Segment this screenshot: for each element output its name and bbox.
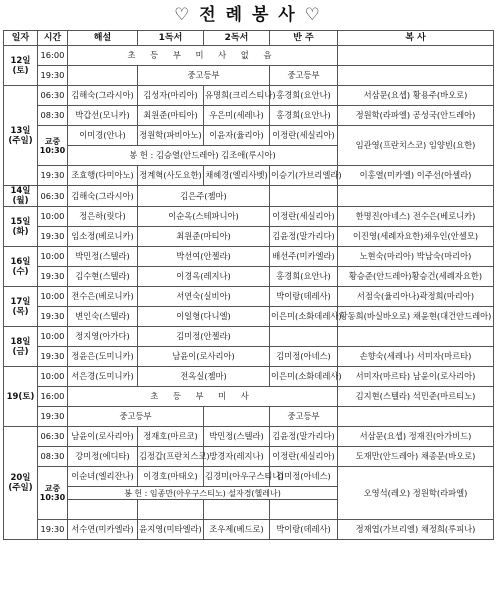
date-cell: 20일 (주일) xyxy=(4,427,38,540)
table-row xyxy=(4,287,494,307)
table-cell: 조우제(베드로) xyxy=(204,520,270,540)
table-cell: 서은경(도미니카) xyxy=(68,367,138,387)
table-cell: 박선여(안젤라) xyxy=(138,247,270,267)
table-cell: 19:30 xyxy=(38,267,68,287)
table-cell: 김윤정(말가리다) xyxy=(270,427,338,447)
table-cell: 조효행(다미아노) xyxy=(68,166,138,186)
time-cell: 10:00 xyxy=(38,207,68,227)
table-cell: 김지현(스텔라) 석민준(마르티노) xyxy=(338,387,494,407)
table-cell: 윤지영(미타엘라) xyxy=(138,520,204,540)
header-accompaniment: 반 주 xyxy=(270,31,338,46)
table-row xyxy=(4,387,494,407)
table-cell: 김수현(스텔라) xyxy=(68,267,138,287)
table-cell: 김해숙(그라시아) xyxy=(68,86,138,106)
date-cell: 12일 (토) xyxy=(4,46,38,86)
table-cell: 임소정(베로니카) xyxy=(68,227,138,247)
table-cell: 정계혁(사도요한) xyxy=(138,166,204,186)
table-cell: 홍경희(요안나) xyxy=(270,106,338,126)
table-cell: 최원준(마티아) xyxy=(138,227,270,247)
table-cell: 08:30 xyxy=(38,106,68,126)
table-row xyxy=(4,347,494,367)
table-cell: 이홍열(미카엘) 이주선(아셀라) xyxy=(338,166,494,186)
table-cell: 08:30 xyxy=(38,447,68,467)
table-cell xyxy=(270,186,338,207)
table-cell: 김은주(젬마) xyxy=(138,186,270,207)
table-cell: 전수은(베로니카) xyxy=(68,287,138,307)
header-time: 시간 xyxy=(38,31,68,46)
table-row xyxy=(4,407,494,427)
table-row xyxy=(4,166,494,186)
table-row xyxy=(4,126,494,146)
table-cell xyxy=(338,46,494,66)
table-cell: 박민정(스텔라) xyxy=(204,427,270,447)
date-cell: 15일 (화) xyxy=(4,207,38,247)
table-cell: 우은미(세레나) xyxy=(204,106,270,126)
table-cell xyxy=(338,186,494,207)
time-cell: 06:30 xyxy=(38,186,68,207)
table-cell: 전옥실(젬마) xyxy=(138,367,270,387)
time-cell: 10:00 xyxy=(38,327,68,347)
table-cell: 이순옥(스테파니아) xyxy=(138,207,270,227)
page-title: ♡ 전 례 봉 사 ♡ xyxy=(174,5,322,25)
header-date: 일자 xyxy=(4,31,38,46)
table-cell: 중고등부 xyxy=(138,66,270,86)
table-row xyxy=(4,467,494,487)
table-cell: 이경호(마태오) xyxy=(138,467,204,487)
table-cell: 김미정(안젤라) xyxy=(138,327,270,347)
table-cell: 봉 헌 : 김승열(안드레아) 김조애(루시아) xyxy=(68,146,338,166)
table-row xyxy=(4,106,494,126)
table-cell xyxy=(338,407,494,427)
table-cell: 이순녀(엘리잔나) xyxy=(68,467,138,487)
table-cell: 변인숙(스텔라) xyxy=(68,307,138,327)
table-cell: 교중 10:30 xyxy=(38,467,68,520)
table-cell: 임관영(프란치스코) 임양빈(요한) xyxy=(338,126,494,166)
date-cell: 14일 (월) xyxy=(4,186,38,207)
table-cell: 이은미(소화데레사) xyxy=(270,307,338,327)
table-cell: 초 등 부 미 사 xyxy=(68,387,338,407)
table-cell xyxy=(270,327,338,347)
table-cell xyxy=(138,500,204,520)
table-cell: 서삼문(요셉) 황용주(바오로) xyxy=(338,86,494,106)
table-cell: 방경자(레지나) xyxy=(204,447,270,467)
table-row xyxy=(4,66,494,86)
table-cell: 정재호(마르코) xyxy=(138,427,204,447)
table-cell: 김해숙(그라시아) xyxy=(68,186,138,207)
table-cell: 채혜경(엘리사벳) xyxy=(204,166,270,186)
table-cell: 교중 10:30 xyxy=(38,126,68,166)
table-cell xyxy=(338,66,494,86)
table-cell: 배선주(미카엘라) xyxy=(270,247,338,267)
table-row xyxy=(4,207,494,227)
table-row xyxy=(4,520,494,540)
table-cell: 이은미(소화데레사) xyxy=(270,367,338,387)
table-cell: 이진영(세례자요한)채우인(안셀모) xyxy=(338,227,494,247)
header-reading-2: 2독서 xyxy=(204,31,270,46)
table-cell: 서미자(마르타) 남윤이(로사리아) xyxy=(338,367,494,387)
table-cell: 이윤자(율리아) xyxy=(204,126,270,146)
table-cell xyxy=(204,407,270,427)
table-cell: 최원준(마티아) xyxy=(138,106,204,126)
table-cell: 정은하(릿다) xyxy=(68,207,138,227)
table-cell: 손향숙(세레나) 서미자(마르타) xyxy=(338,347,494,367)
table-cell: 19:30 xyxy=(38,66,68,86)
time-cell: 06:30 xyxy=(38,427,68,447)
table-cell: 정원학(라파엘) 공성국(안드레아) xyxy=(338,106,494,126)
table-cell: 황승준(안드레아)황승건(세례자요한) xyxy=(338,267,494,287)
table-cell: 홍경희(요안나) xyxy=(270,267,338,287)
table-cell: 이승기(가브리엘라) xyxy=(270,166,338,186)
table-row xyxy=(4,427,494,447)
table-cell: 초 등 부 미 사 없 음 xyxy=(68,46,338,66)
table-row xyxy=(4,307,494,327)
table-cell: 김미정(아네스) xyxy=(270,467,338,487)
table-cell xyxy=(68,66,138,86)
date-cell: 13일 (주일) xyxy=(4,86,38,186)
table-cell xyxy=(68,500,138,520)
table-row xyxy=(4,86,494,106)
table-cell: 홍경희(요안나) xyxy=(270,86,338,106)
table-cell: 중고등부 xyxy=(270,407,338,427)
time-cell: 10:00 xyxy=(38,367,68,387)
table-cell: 서연숙(실비아) xyxy=(138,287,270,307)
table-cell: 서수연(미카엘라) xyxy=(68,520,138,540)
table-cell: 중고등부 xyxy=(68,407,204,427)
date-cell: 19(토) xyxy=(4,367,38,427)
table-cell: 한명진(아네스) 전수은(베로니카) xyxy=(338,207,494,227)
table-cell: 남윤이(로사리아) xyxy=(138,347,270,367)
table-cell: 19:30 xyxy=(38,407,68,427)
header-altar-server: 복 사 xyxy=(338,31,494,46)
date-cell: 16일 (수) xyxy=(4,247,38,287)
date-cell: 17일 (목) xyxy=(4,287,38,327)
table-row xyxy=(4,327,494,347)
table-cell: 유명희(크리스티나) xyxy=(204,86,270,106)
table-row xyxy=(4,267,494,287)
table-cell: 도재만(안드레아) 채종문(바오로) xyxy=(338,447,494,467)
table-cell: 박이랑(데레사) xyxy=(270,520,338,540)
table-cell: 이미경(안나) xyxy=(68,126,138,146)
table-cell: 김윤정(말가리다) xyxy=(270,227,338,247)
table-cell: 19:30 xyxy=(38,227,68,247)
table-cell: 이정란(세실리아) xyxy=(270,126,338,146)
table-cell: 정지영(아가다) xyxy=(68,327,138,347)
schedule-table xyxy=(3,30,494,540)
table-cell: 이경옥(레지나) xyxy=(138,267,270,287)
table-row xyxy=(4,447,494,467)
table-cell: 이정란(세실리아) xyxy=(270,207,338,227)
table-cell: 19:30 xyxy=(38,347,68,367)
table-row xyxy=(4,227,494,247)
table-cell: 김성자(마리아) xyxy=(138,86,204,106)
table-cell: 19:30 xyxy=(38,166,68,186)
header-commentary: 해설 xyxy=(68,31,138,46)
table-cell: 서삼문(요셉) 정재진(아가비드) xyxy=(338,427,494,447)
table-row xyxy=(4,186,494,207)
table-cell: 16:00 xyxy=(38,387,68,407)
table-cell: 정재엽(가브리엘) 채정희(루피나) xyxy=(338,520,494,540)
time-cell: 10:00 xyxy=(38,247,68,267)
date-cell: 18일 (금) xyxy=(4,327,38,367)
table-cell: 정윤은(도미니카) xyxy=(68,347,138,367)
table-cell: 19:30 xyxy=(38,520,68,540)
table-cell: 정원학(파비아노) xyxy=(138,126,204,146)
table-cell: 박이랑(데레사) xyxy=(270,287,338,307)
table-cell: 이일형(다니엘) xyxy=(138,307,270,327)
table-row xyxy=(4,46,494,66)
time-cell: 06:30 xyxy=(38,86,68,106)
header-row xyxy=(4,31,494,46)
table-cell: 박민정(스텔라) xyxy=(68,247,138,267)
table-cell xyxy=(270,500,338,520)
time-cell: 16:00 xyxy=(38,46,68,66)
table-cell: 오영석(레오) 정원학(라파엘) xyxy=(338,467,494,520)
table-cell: 강미정(에디타) xyxy=(68,447,138,467)
table-cell: 이정란(세실리아) xyxy=(270,447,338,467)
table-cell: 남윤이(로사리아) xyxy=(68,427,138,447)
table-row xyxy=(4,247,494,267)
table-cell: 중고등부 xyxy=(270,66,338,86)
table-cell: 19:30 xyxy=(38,307,68,327)
table-cell: 김미정(아네스) xyxy=(270,347,338,367)
time-cell: 10:00 xyxy=(38,287,68,307)
header-reading-1: 1독서 xyxy=(138,31,204,46)
table-cell: 서점숙(율리아나)곽정희(마리아) xyxy=(338,287,494,307)
table-cell: 김경미(아우구스티나) xyxy=(204,467,270,487)
table-cell: 박갑선(모니카) xyxy=(68,106,138,126)
table-row xyxy=(4,367,494,387)
table-cell: 김정갑(프란치스코) xyxy=(138,447,204,467)
table-cell: 봉 헌 : 임종만(아우구스티노) 설자경(헬레나) xyxy=(68,487,338,500)
table-cell xyxy=(204,500,270,520)
table-cell: 노현숙(마리아) 박남숙(마리아) xyxy=(338,247,494,267)
table-cell: 황동희(바실바오로) 채윤현(대건안드레아) xyxy=(338,307,494,327)
table-cell xyxy=(338,327,494,347)
